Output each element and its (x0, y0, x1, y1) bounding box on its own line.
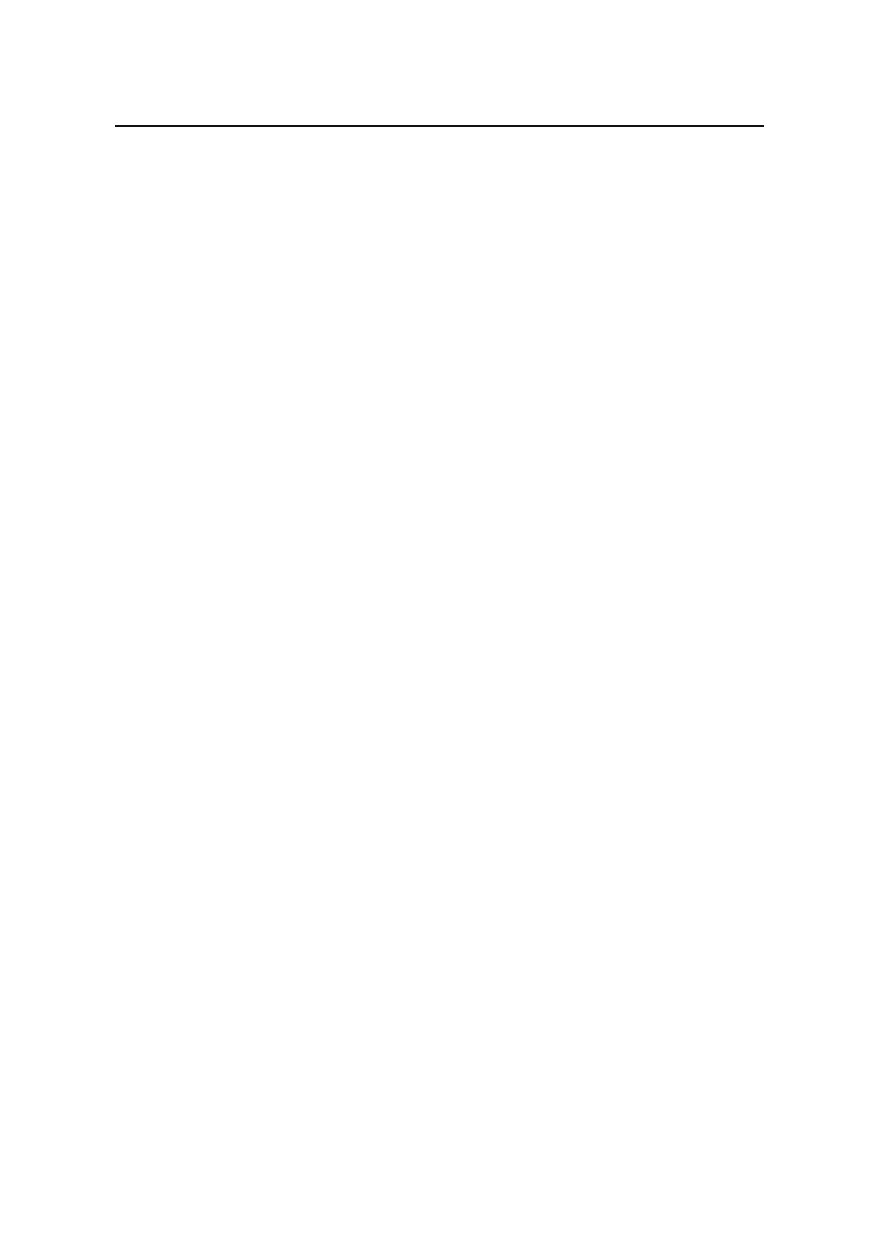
page-content (115, 125, 764, 127)
horizontal-rule (115, 125, 764, 127)
time-slot-divider (115, 125, 764, 127)
